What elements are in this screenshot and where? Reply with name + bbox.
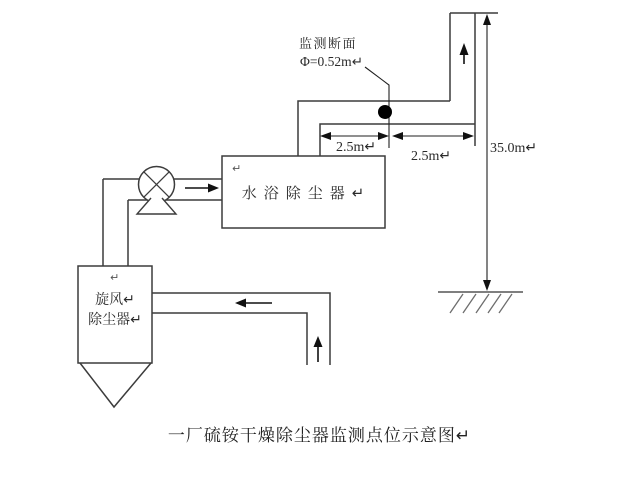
stack-flow-arrow-up-icon: [460, 43, 469, 64]
stack-duct: [450, 13, 498, 146]
water-bath-scrubber-label: 水浴除尘器↵: [241, 186, 372, 202]
cyclone-cone: [80, 363, 151, 407]
monitoring-point-dot: [378, 105, 392, 119]
cyclone-label-line2: 除尘器↵: [88, 313, 142, 328]
dimension-label-left: 2.5m↵: [336, 140, 377, 155]
dimension-label-right: 2.5m↵: [411, 149, 452, 164]
flow-arrow-up-icon: [314, 336, 323, 362]
flow-arrow-left-icon: [235, 299, 272, 308]
paragraph-mark-icon: ↵: [110, 272, 120, 284]
monitoring-diameter-label: Φ=0.52m↵: [300, 54, 363, 69]
fan-icon: [137, 167, 176, 215]
cyclone-collector-label: [78, 291, 152, 331]
stack-height-label: 35.0m↵: [490, 141, 538, 156]
cyclone-label-line1: 旋风↵: [95, 293, 135, 308]
paragraph-mark-icon: ↵: [232, 163, 242, 175]
ground-symbol: [438, 292, 523, 313]
dimension-line-right: [392, 132, 474, 140]
diagram-caption: 一厂硫铵干燥除尘器监测点位示意图↵: [167, 426, 472, 445]
flow-arrow-right-icon: [185, 184, 219, 193]
monitoring-section-label: 监测断面: [299, 36, 358, 51]
